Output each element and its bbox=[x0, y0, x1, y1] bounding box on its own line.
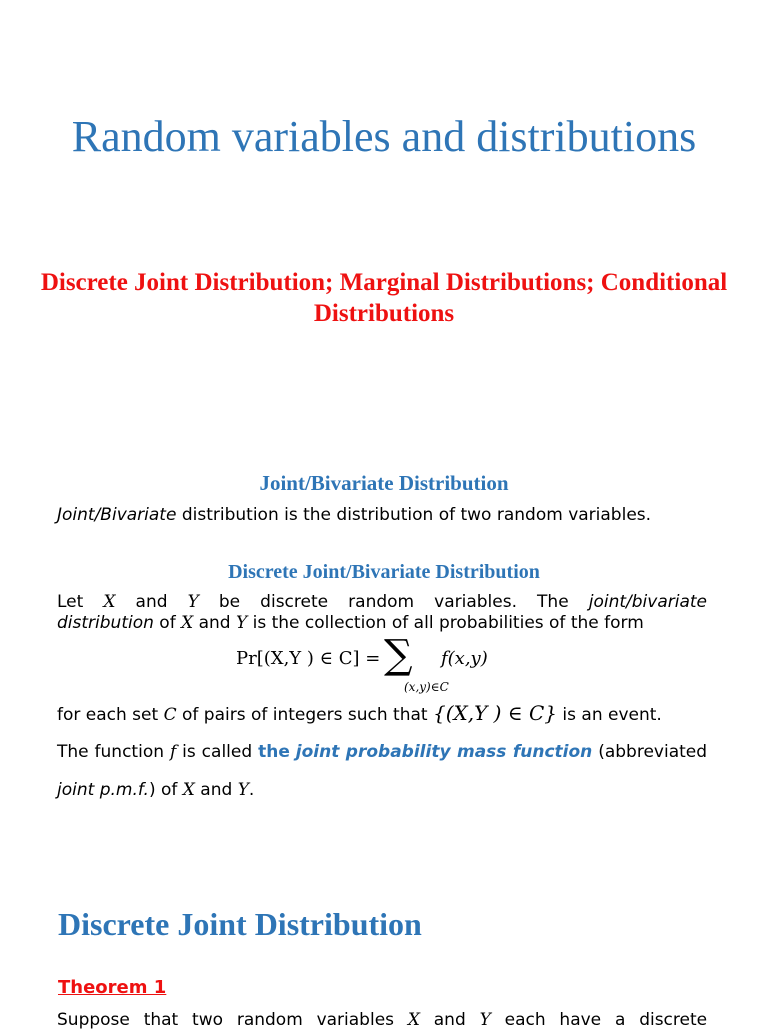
function-definition-line-1 bbox=[57, 742, 707, 762]
formula-subscript: (x,y)∈C bbox=[404, 680, 449, 694]
theorem-label: Theorem 1 bbox=[58, 977, 167, 998]
word-that: that bbox=[143, 1010, 179, 1030]
theorem-text bbox=[57, 1010, 707, 1030]
formula-rhs: f(x,y) bbox=[441, 648, 488, 669]
the-function-text: The function bbox=[57, 742, 164, 762]
discrete-definition-line-1 bbox=[57, 592, 707, 612]
joint-pmf-term: joint probability mass function bbox=[295, 742, 593, 762]
summation-icon: ∑ bbox=[384, 632, 413, 678]
for-each-set-paragraph bbox=[57, 701, 662, 725]
function-definition-line-2 bbox=[57, 780, 254, 800]
word-random: random bbox=[236, 1010, 303, 1030]
var-x-3: X bbox=[182, 780, 195, 800]
word-and-4: and bbox=[433, 1010, 466, 1030]
word-two: two bbox=[192, 1010, 224, 1030]
joint-definition-text: distribution is the distribution of two random variables. bbox=[176, 505, 652, 525]
heading-discrete-joint-distribution: Discrete Joint Distribution bbox=[58, 906, 422, 942]
joint-pmf-abbrev: joint p.m.f. bbox=[57, 780, 149, 800]
joint-bivariate-em: joint/bivariate bbox=[588, 592, 707, 612]
formula-lhs: Pr[(X,Y ) ∈ C] = bbox=[236, 648, 381, 669]
word-of: of bbox=[153, 613, 182, 633]
word-and: and bbox=[135, 592, 168, 612]
pairs-text: of pairs of integers such that bbox=[176, 705, 433, 725]
word-variables: variables bbox=[316, 1010, 395, 1030]
var-x-4: X bbox=[407, 1010, 420, 1030]
var-c: C bbox=[163, 705, 177, 725]
word-discrete: discrete bbox=[639, 1010, 708, 1030]
var-x-2: X bbox=[181, 613, 194, 633]
joint-definition-paragraph bbox=[57, 505, 651, 525]
distribution-em: distribution bbox=[57, 613, 154, 633]
collection-text: is the collection of all probabilities of the form bbox=[247, 613, 644, 633]
joint-probability-formula bbox=[236, 632, 536, 698]
section-heading-discrete: Discrete Joint/Bivariate Distribution bbox=[228, 561, 540, 583]
word-each: each bbox=[504, 1010, 546, 1030]
be-discrete-text: be discrete random variables. The bbox=[218, 592, 569, 612]
var-y-3: Y bbox=[237, 780, 249, 800]
abbreviated-text: (abbreviated bbox=[598, 742, 708, 762]
var-y-2: Y bbox=[236, 613, 248, 633]
page-subtitle: Discrete Joint Distribution; Marginal Distributions; Conditional Distributions bbox=[40, 269, 728, 327]
discrete-definition-line-2 bbox=[57, 613, 644, 633]
var-y: Y bbox=[187, 592, 199, 612]
the-keyword: the bbox=[258, 742, 290, 762]
word-of-3: ) of bbox=[148, 780, 183, 800]
word-and-3: and bbox=[194, 780, 238, 800]
joint-bivariate-term: Joint/Bivariate bbox=[57, 505, 177, 525]
is-called-text: is called bbox=[182, 742, 253, 762]
var-y-4: Y bbox=[479, 1010, 491, 1030]
word-and-2: and bbox=[198, 613, 231, 633]
page-title: Random variables and distributions bbox=[71, 112, 697, 161]
var-f: f bbox=[169, 742, 177, 762]
for-each-text: for each set bbox=[57, 705, 164, 725]
word-let: Let bbox=[57, 592, 84, 612]
var-x: X bbox=[103, 592, 116, 612]
word-have: have bbox=[559, 1010, 602, 1030]
word-a: a bbox=[614, 1010, 626, 1030]
event-math: {(X,Y ) ∈ C} bbox=[432, 701, 558, 725]
section-heading-joint: Joint/Bivariate Distribution bbox=[259, 471, 509, 495]
is-event-text: is an event. bbox=[557, 705, 662, 725]
period: . bbox=[248, 780, 255, 800]
word-suppose: Suppose bbox=[57, 1010, 130, 1030]
